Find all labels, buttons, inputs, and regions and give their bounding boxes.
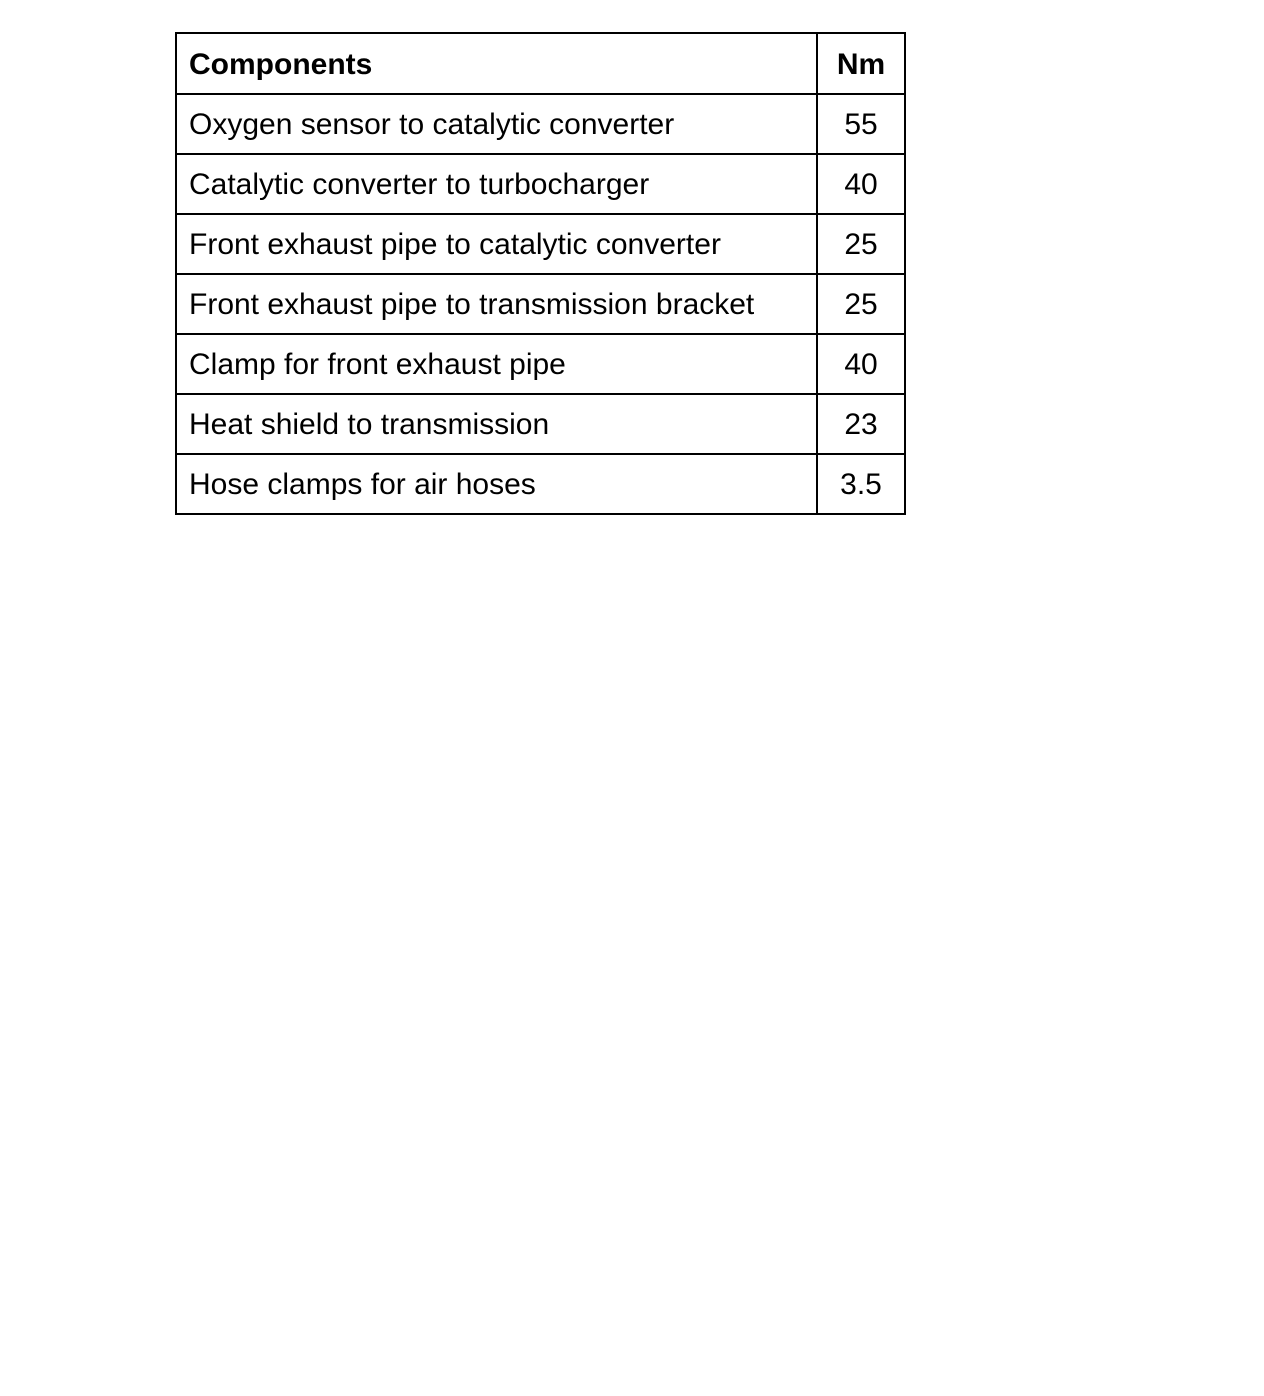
table-row	[176, 454, 905, 514]
component-cell: Heat shield to transmission	[176, 394, 817, 454]
component-cell: Front exhaust pipe to catalytic converter	[176, 214, 817, 274]
torque-value-cell: 25	[817, 214, 905, 274]
torque-value-cell: 25	[817, 274, 905, 334]
components-column-header: Components	[176, 33, 817, 94]
component-cell: Oxygen sensor to catalytic converter	[176, 94, 817, 154]
torque-value-cell: 23	[817, 394, 905, 454]
nm-column-header: Nm	[817, 33, 905, 94]
torque-specifications-table	[175, 32, 906, 515]
component-cell: Hose clamps for air hoses	[176, 454, 817, 514]
torque-value-cell: 40	[817, 334, 905, 394]
torque-value-cell: 40	[817, 154, 905, 214]
table-row	[176, 154, 905, 214]
table-row	[176, 334, 905, 394]
torque-value-cell: 3.5	[817, 454, 905, 514]
component-cell: Catalytic converter to turbocharger	[176, 154, 817, 214]
table-header-row	[176, 33, 905, 94]
table-row	[176, 94, 905, 154]
table-row	[176, 274, 905, 334]
torque-value-cell: 55	[817, 94, 905, 154]
component-cell: Front exhaust pipe to transmission bracket	[176, 274, 817, 334]
component-cell: Clamp for front exhaust pipe	[176, 334, 817, 394]
table-row	[176, 214, 905, 274]
table-row	[176, 394, 905, 454]
